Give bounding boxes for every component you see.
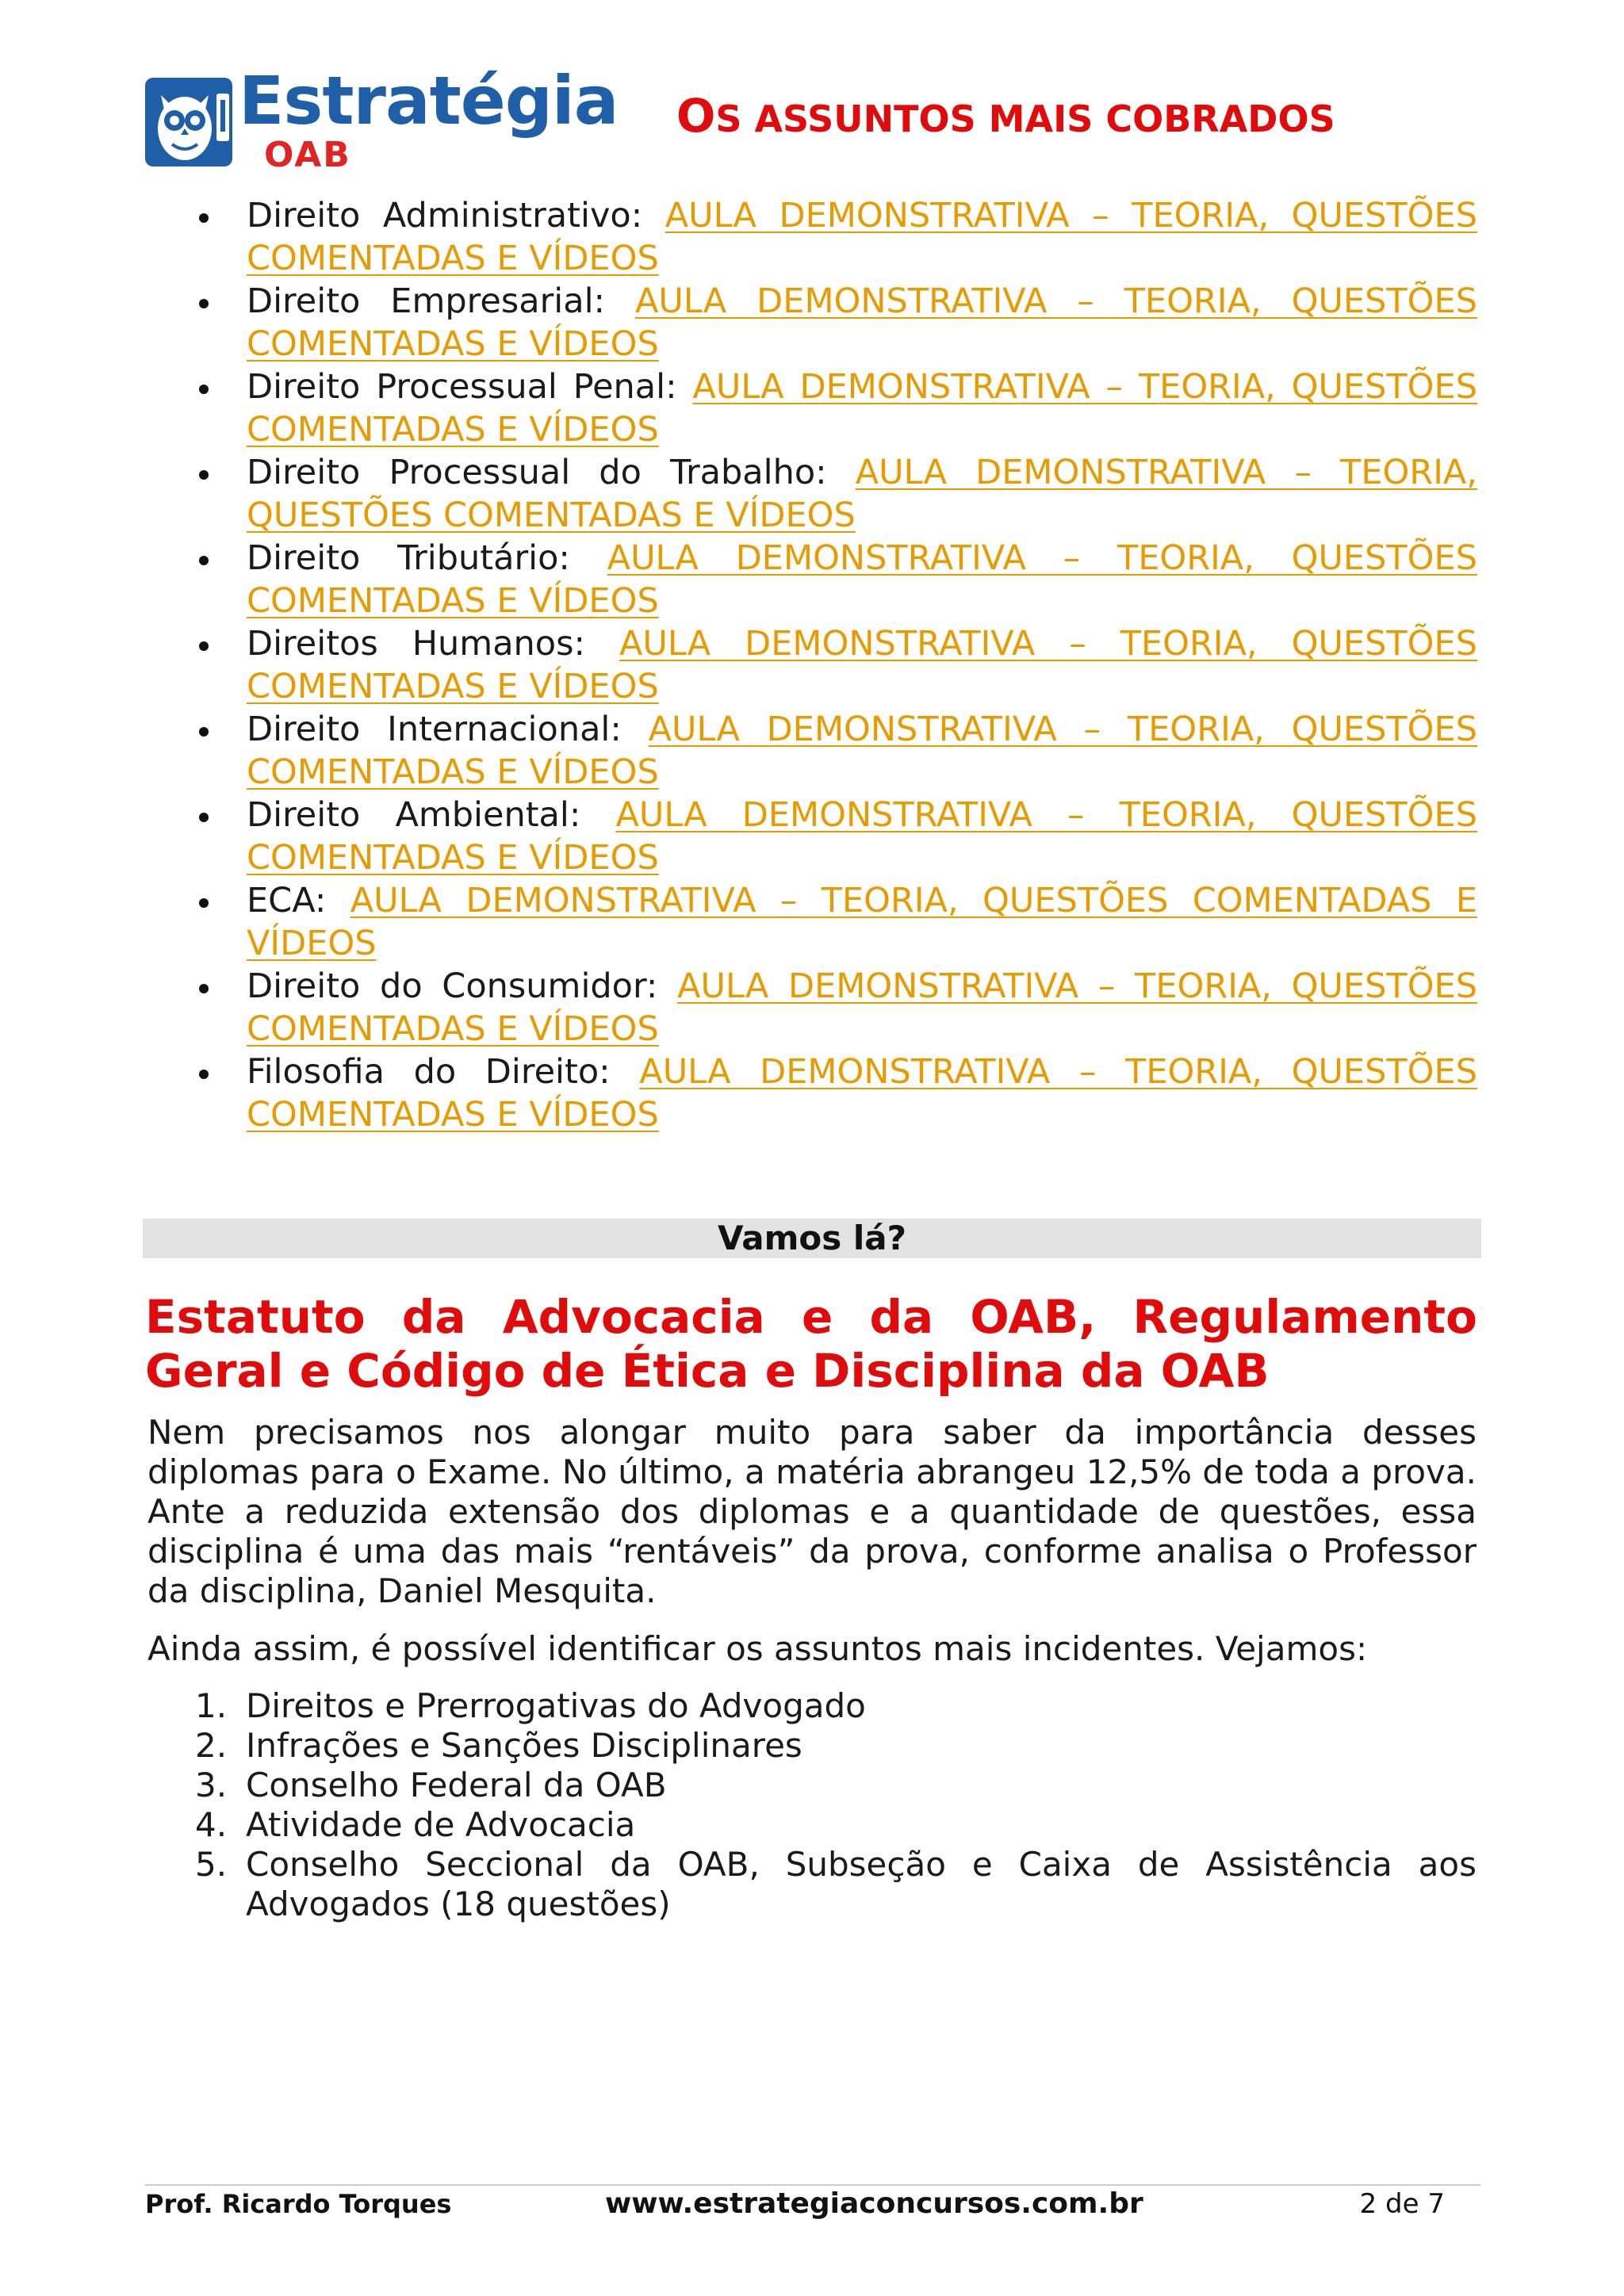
logo-oab-text: OAB xyxy=(264,135,351,175)
bullet-icon xyxy=(199,641,209,651)
list-item xyxy=(145,537,1477,622)
subject-label: Direito Internacional: xyxy=(247,710,622,749)
bullet-icon xyxy=(199,898,209,908)
footer-divider xyxy=(145,2184,1480,2186)
item-text: Conselho Seccional da OAB, Subseção e Caixa de Assistência aos Advogados (18 questões) xyxy=(246,1845,1477,1923)
bullet-icon xyxy=(199,727,209,737)
list-item xyxy=(147,1805,1477,1845)
bullet-icon xyxy=(199,385,209,394)
list-item xyxy=(145,794,1477,879)
item-text: Atividade de Advocacia xyxy=(246,1805,636,1844)
owl-logo-icon xyxy=(145,78,232,166)
subject-link[interactable]: AULA DEMONSTRATIVA – TEORIA, QUESTÕES COMENTADAS E VÍDEOS xyxy=(247,281,1477,364)
subject-link[interactable]: AULA DEMONSTRATIVA – TEORIA, QUESTÕES COMENTADAS E VÍDEOS xyxy=(247,538,1477,621)
subject-label: Direitos Humanos: xyxy=(247,624,585,664)
subject-link[interactable]: AULA DEMONSTRATIVA – TEORIA, QUESTÕES COMENTADAS E VÍDEOS xyxy=(247,795,1477,878)
subject-label: Direito do Consumidor: xyxy=(247,966,658,1006)
subject-link[interactable]: AULA DEMONSTRATIVA – TEORIA, QUESTÕES COMENTADAS E VÍDEOS xyxy=(247,196,1477,278)
subject-label: Direito Empresarial: xyxy=(247,281,606,321)
subject-link[interactable]: AULA DEMONSTRATIVA – TEORIA, QUESTÕES COMENTADAS E VÍDEOS xyxy=(247,966,1478,1049)
subject-list xyxy=(145,194,1477,1136)
topics-list xyxy=(147,1686,1477,1924)
subject-label: Direito Processual Penal: xyxy=(247,367,677,407)
item-number: 5. xyxy=(195,1845,228,1884)
title-rest: S ASSUNTOS MAIS COBRADOS xyxy=(715,98,1335,140)
footer-author: Prof. Ricardo Torques xyxy=(145,2189,452,2219)
item-number: 3. xyxy=(195,1766,228,1804)
subject-label: Direito Ambiental: xyxy=(247,795,581,835)
subject-label: Direito Processual do Trabalho: xyxy=(247,453,827,492)
subject-link[interactable]: AULA DEMONSTRATIVA – TEORIA, QUESTÕES COMENTADAS E VÍDEOS xyxy=(247,624,1477,706)
page-number: 2 de 7 xyxy=(1359,2188,1445,2220)
section-banner: Vamos lá? xyxy=(143,1219,1481,1258)
subject-label: Direito Tributário: xyxy=(247,538,570,578)
item-text: Infrações e Sanções Disciplinares xyxy=(246,1726,802,1765)
document-title xyxy=(676,89,1335,143)
subject-label: ECA: xyxy=(247,881,327,920)
item-text: Conselho Federal da OAB xyxy=(246,1766,667,1804)
subject-link[interactable]: AULA DEMONSTRATIVA – TEORIA, QUESTÕES COMENTADAS E VÍDEOS xyxy=(247,881,1478,963)
list-item xyxy=(145,280,1477,365)
bullet-icon xyxy=(199,213,209,223)
subject-link[interactable]: AULA DEMONSTRATIVA – TEORIA, QUESTÕES COMENTADAS E VÍDEOS xyxy=(247,710,1477,792)
subject-label: Direito Administrativo: xyxy=(247,196,643,235)
list-item xyxy=(145,708,1477,794)
body-paragraph: Ainda assim, é possível identificar os assuntos mais incidentes. Vejamos: xyxy=(147,1629,1368,1668)
subject-link[interactable]: AULA DEMONSTRATIVA – TEORIA, QUESTÕES COMENTADAS E VÍDEOS xyxy=(247,1052,1477,1135)
list-item xyxy=(147,1686,1477,1726)
item-number: 1. xyxy=(195,1686,228,1725)
item-number: 4. xyxy=(195,1805,228,1844)
list-item xyxy=(145,194,1477,280)
logo-wordmark: Estratégia xyxy=(239,62,619,140)
list-item xyxy=(145,451,1477,537)
list-item xyxy=(145,622,1477,708)
subject-label: Filosofia do Direito: xyxy=(247,1052,611,1092)
bullet-icon xyxy=(199,984,209,993)
estrategia-logo xyxy=(145,62,619,176)
bullet-icon xyxy=(199,470,209,480)
list-item xyxy=(145,1050,1477,1136)
page-footer xyxy=(145,2188,1480,2220)
list-item xyxy=(147,1845,1477,1924)
body-paragraph: Nem precisamos nos alongar muito para saber da importância desses diplomas para o Exame. No último, a matéria abrangeu 12,5% de toda a prova. Ante a reduzida extensão dos diplomas e a quantidade de questões, essa disciplina é uma das mais “rentáveis” da prova, conforme analisa o Professor da disciplina, Daniel Mesquita. xyxy=(147,1413,1477,1610)
list-item xyxy=(147,1726,1477,1766)
page-header xyxy=(145,62,1477,176)
list-item xyxy=(145,965,1477,1050)
list-item xyxy=(145,365,1477,451)
section-heading: Estatuto da Advocacia e da OAB, Regulamento Geral e Código de Ética e Disciplina da OAB xyxy=(145,1290,1477,1398)
subject-link[interactable]: AULA DEMONSTRATIVA – TEORIA, QUESTÕES COMENTADAS E VÍDEOS xyxy=(247,367,1477,450)
bullet-icon xyxy=(199,813,209,822)
bullet-icon xyxy=(199,556,209,565)
item-number: 2. xyxy=(195,1726,228,1765)
list-item xyxy=(147,1766,1477,1805)
bullet-icon xyxy=(199,1070,209,1079)
list-item xyxy=(145,879,1477,965)
footer-website-link[interactable]: www.estrategiaconcursos.com.br xyxy=(605,2187,1143,2220)
bullet-icon xyxy=(199,299,209,308)
title-initial: O xyxy=(676,89,716,143)
subject-link[interactable]: AULA DEMONSTRATIVA – TEORIA, QUESTÕES COMENTADAS E VÍDEOS xyxy=(247,453,1477,535)
item-text: Direitos e Prerrogativas do Advogado xyxy=(246,1686,866,1725)
